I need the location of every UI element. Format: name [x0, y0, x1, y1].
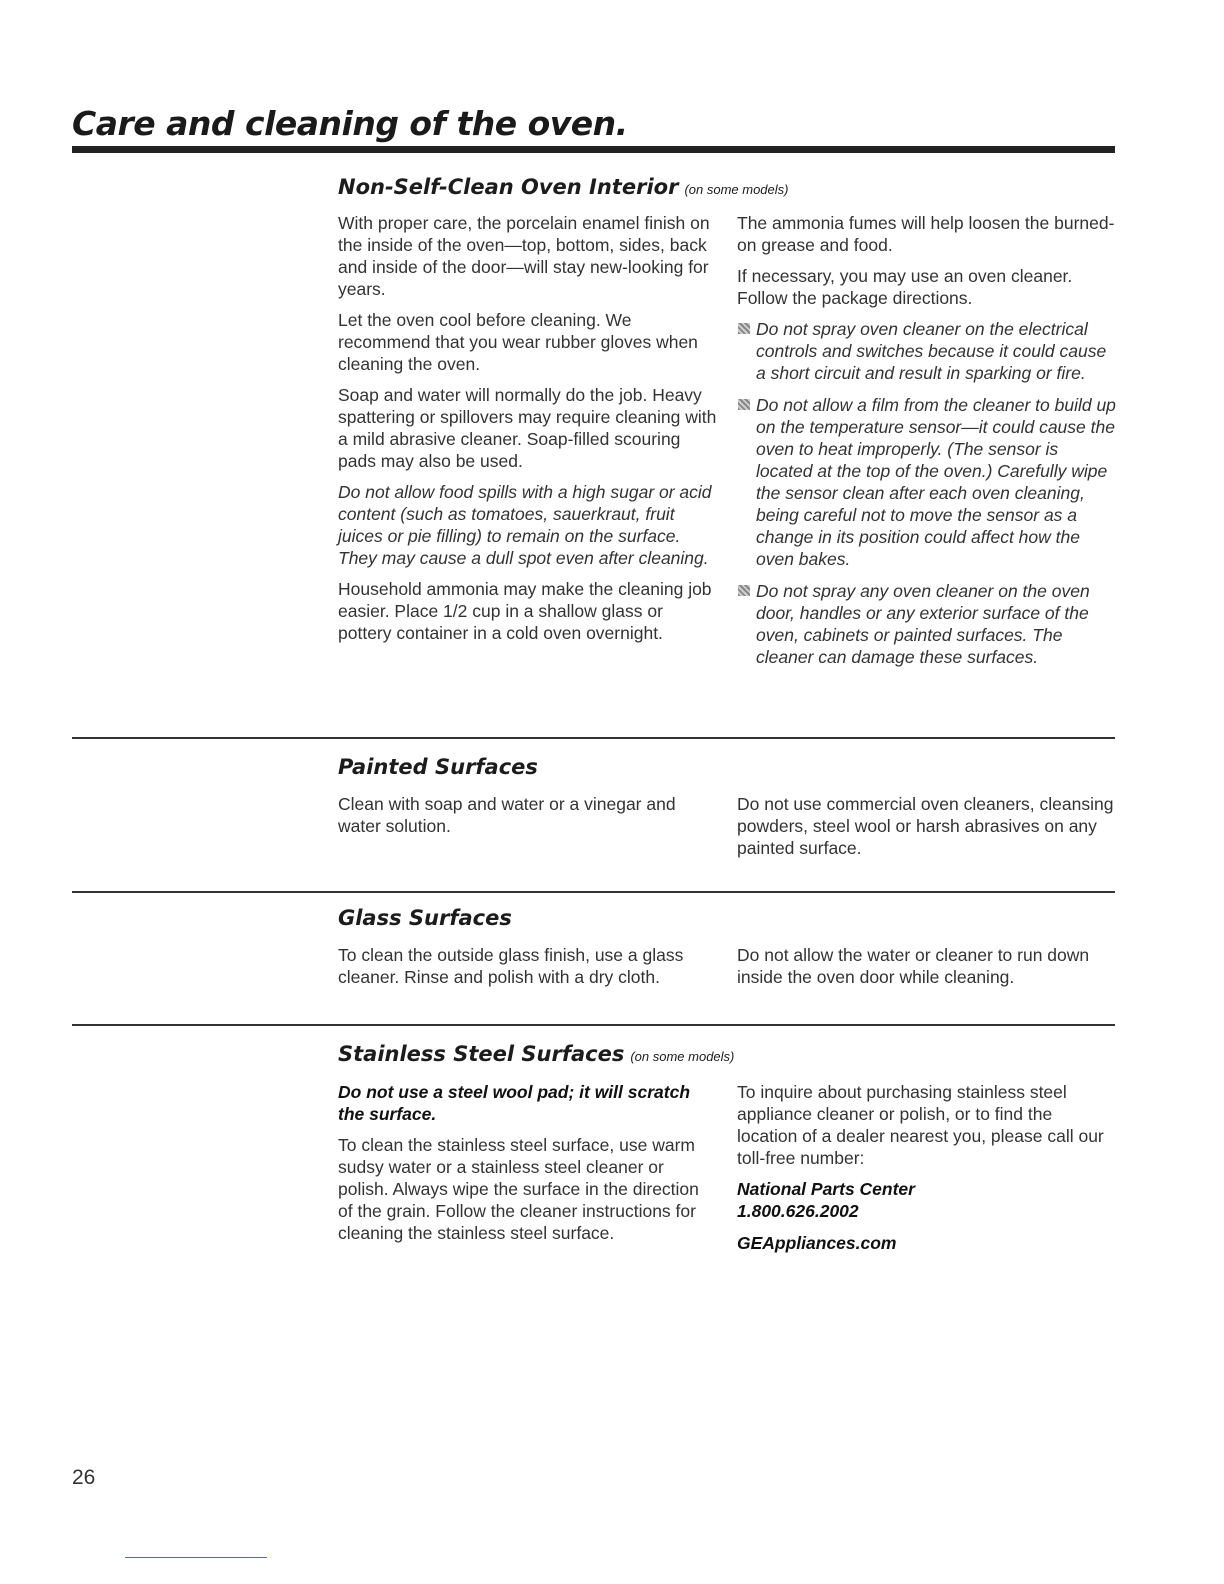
bullet-square-icon — [738, 399, 750, 410]
paragraph: Do not allow the water or cleaner to run down inside the oven door while cleaning. — [737, 945, 1090, 987]
paragraph: With proper care, the porcelain enamel finish on the inside of the oven—top, bottom, sides, back and inside of the door—will stay new-looking for years. — [338, 213, 710, 299]
contact-phone: 1.800.626.2002 — [737, 1201, 859, 1221]
website-link: GEAppliances.com — [737, 1233, 897, 1253]
paragraph: Clean with soap and water or a vinegar and water solution. — [338, 794, 676, 836]
section-divider — [72, 737, 1115, 739]
section-divider — [72, 891, 1115, 893]
paragraph: To inquire about purchasing stainless steel appliance cleaner or polish, or to find the location of a dealer nearest you, please call our toll-free number: — [737, 1082, 1104, 1168]
title-rule — [72, 146, 1115, 153]
section-note: (on some models) — [630, 1049, 735, 1064]
section-heading-text: Non-Self-Clean Oven Interior — [338, 175, 679, 199]
bullet-square-icon — [738, 323, 750, 334]
painted-right-column — [737, 793, 1117, 868]
page-number: 26 — [72, 1466, 96, 1489]
paragraph: To clean the outside glass finish, use a glass cleaner. Rinse and polish with a dry cloth. — [338, 945, 684, 987]
warning-item — [737, 394, 1117, 570]
paragraph: To clean the stainless steel surface, use warm sudsy water or a stainless steel cleaner or polish. Always wipe the surface in the direction of the grain. Follow the cleaner instructions for cleaning the stainless steel surface. — [338, 1135, 699, 1243]
stainless-right-column — [737, 1081, 1117, 1263]
warning-text: Do not spray any oven cleaner on the oven door, handles or any exterior surface of the oven, cabinets or painted surfaces. The cleaner can damage these surfaces. — [756, 581, 1090, 667]
paragraph: Let the oven cool before cleaning. We recommend that you wear rubber gloves when cleaning the oven. — [338, 310, 698, 374]
footer-line — [125, 1557, 267, 1558]
bullet-square-icon — [738, 585, 750, 596]
section-heading-painted-surfaces — [338, 755, 538, 779]
section-heading-text: Stainless Steel Surfaces — [338, 1042, 625, 1066]
food-spill-warning: Do not allow food spills with a high sugar or acid content (such as tomatoes, sauerkraut, fruit juices or pie filling) to remain on the surface. They may cause a dull spot even after cleaning. — [338, 482, 712, 568]
non-self-clean-left-column — [338, 212, 718, 653]
paragraph: The ammonia fumes will help loosen the burned-on grease and food. — [737, 213, 1115, 255]
non-self-clean-right-column — [737, 212, 1117, 678]
steel-wool-warning: Do not use a steel wool pad; it will scratch the surface. — [338, 1082, 691, 1124]
warning-item — [737, 318, 1117, 384]
stainless-left-column — [338, 1081, 718, 1253]
painted-left-column — [338, 793, 718, 846]
section-heading-non-self-clean — [338, 175, 788, 199]
glass-right-column — [737, 944, 1117, 997]
section-note: (on some models) — [684, 182, 789, 197]
page-title: Care and cleaning of the oven. — [72, 104, 628, 143]
section-heading-stainless-steel — [338, 1042, 734, 1066]
section-heading-glass-surfaces — [338, 906, 512, 930]
warning-text: Do not allow a film from the cleaner to build up on the temperature sensor—it could cause the oven to heat improperly. (The sensor is located at the top of the oven.) Carefully wipe the sensor clean after each oven cleaning, being careful not to move the sensor as a change in its position could affect how the oven bakes. — [756, 395, 1116, 569]
paragraph: If necessary, you may use an oven cleaner. Follow the package directions. — [737, 266, 1073, 308]
paragraph: Household ammonia may make the cleaning job easier. Place 1/2 cup in a shallow glass or pottery container in a cold oven overnight. — [338, 579, 712, 643]
section-heading-text: Painted Surfaces — [338, 755, 538, 779]
section-heading-text: Glass Surfaces — [338, 906, 512, 930]
warning-list — [737, 318, 1117, 668]
section-divider — [72, 1024, 1115, 1026]
warning-item — [737, 580, 1117, 668]
contact-name: National Parts Center — [737, 1179, 915, 1199]
warning-text: Do not spray oven cleaner on the electrical controls and switches because it could cause a short circuit and result in sparking or fire. — [756, 319, 1107, 383]
paragraph: Do not use commercial oven cleaners, cleansing powders, steel wool or harsh abrasives on any painted surface. — [737, 794, 1114, 858]
contact-block — [737, 1178, 1117, 1222]
glass-left-column — [338, 944, 718, 997]
paragraph: Soap and water will normally do the job. Heavy spattering or spillovers may require cleaning with a mild abrasive cleaner. Soap-filled scouring pads may also be used. — [338, 385, 717, 471]
